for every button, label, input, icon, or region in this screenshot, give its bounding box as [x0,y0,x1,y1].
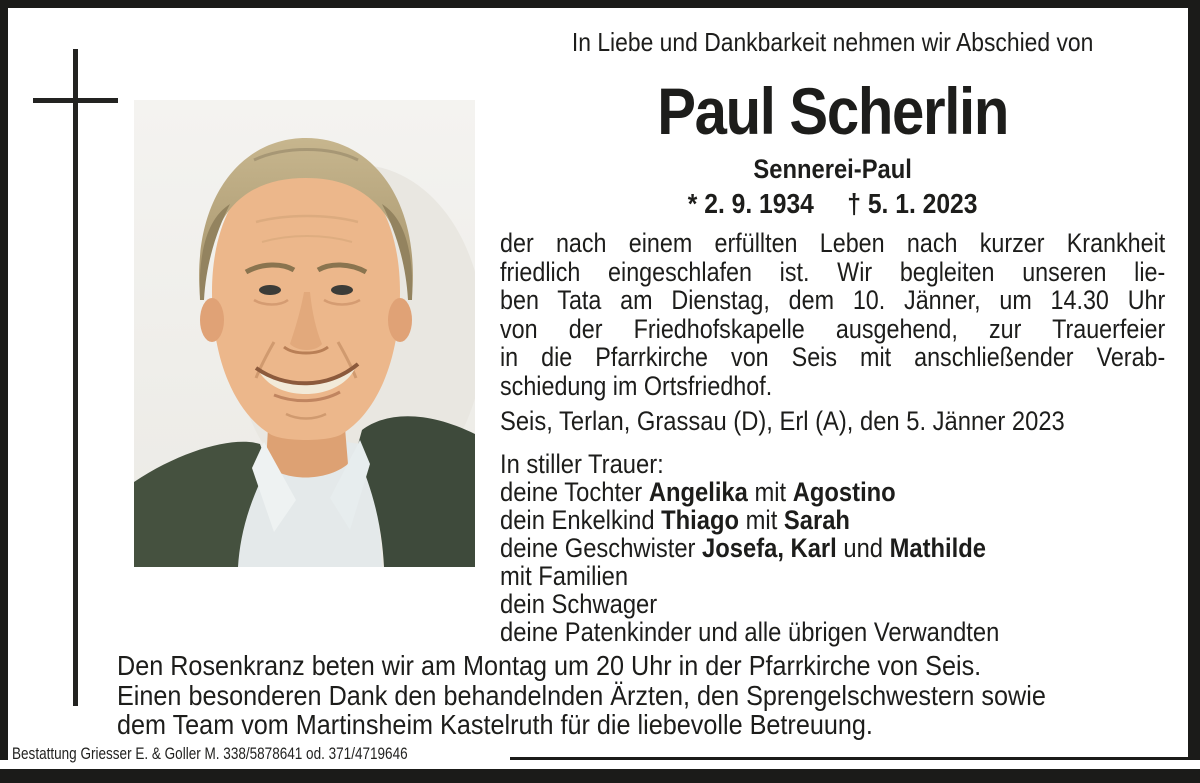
mourner-text: deine Tochter [500,477,649,507]
text-line: Einen besonderen Dank den behandelnden Ärzten, den Sprengelschwestern sowie [117,679,1046,711]
mourner-name: Sarah [783,505,850,535]
deceased-name: Paul Scherlin [657,74,1009,148]
text-line: von der Friedhofskapelle ausgehend, zur Trauerfeier [500,313,1166,344]
portrait-photo [134,100,475,567]
places-date-line: Seis, Terlan, Grassau (D), Erl (A), den 5. Jänner 2023 [500,406,1065,436]
text-line: schiedung im Ortsfriedhof. [500,370,773,401]
cross-icon [33,49,118,706]
text-line [500,534,1165,562]
deceased-nickname: Sennerei-Paul [753,154,912,184]
mourners-list [500,478,1165,646]
mourner-name: Angelika [648,477,748,507]
mourner-name: Agostino [792,477,896,507]
mourner-text: deine Patenkinder und alle übrigen Verwandten [500,617,1000,647]
mourner-name: Thiago [661,505,740,535]
life-dates [500,189,1165,218]
mourner-text: deine Geschwister [500,533,703,563]
death-date: † 5. 1. 2023 [847,188,978,219]
birth-date: * 2. 9. 1934 [687,188,814,219]
portrait-illustration [134,100,475,567]
text-line [500,506,1165,534]
mourning-header: In stiller Trauer: [500,449,664,479]
mourning-section [500,450,1165,646]
text-line [500,618,1165,646]
text-line: der nach einem erfüllten Leben nach kurzer Krankheit [500,228,1166,258]
rosary-announcement [117,651,1200,740]
intro-line: In Liebe und Dankbarkeit nehmen wir Abschied von [571,27,1094,57]
mourner-text: mit [739,505,784,535]
cross-horizontal-bar [33,98,118,103]
mourner-text: und [836,533,890,563]
notice-text-column [500,0,1165,760]
text-line: ben Tata am Dienstag, dem 10. Jänner, um 14.30 Uhr [500,285,1166,316]
mourner-text: dein Schwager [500,589,658,619]
mourner-text: mit Familien [500,561,629,591]
mourner-text: dein Enkelkind [500,505,662,535]
text-line: in die Pfarrkirche von Seis mit anschließender Verab- [500,342,1166,373]
funeral-home-credit: Bestattung Griesser E. & Goller M. 338/5878641 od. 371/4719646 [8,742,510,766]
mourner-text: mit [747,477,793,507]
text-line [500,562,1165,590]
cross-vertical-bar [73,49,78,706]
bottom-border-strip [0,769,1200,783]
mourner-name: Josefa, Karl [702,533,837,563]
text-line [500,590,1165,618]
text-line: Den Rosenkranz beten wir am Montag um 20 Uhr in der Pfarrkirche von Seis. [117,650,982,681]
text-line: dem Team vom Martinsheim Kastelruth für die liebevolle Betreuung. [117,709,873,740]
obituary-text [500,229,1165,401]
text-line [500,478,1165,506]
mourner-name: Mathilde [889,533,986,563]
text-line: friedlich eingeschlafen ist. Wir begleiten unseren lie- [500,256,1166,287]
